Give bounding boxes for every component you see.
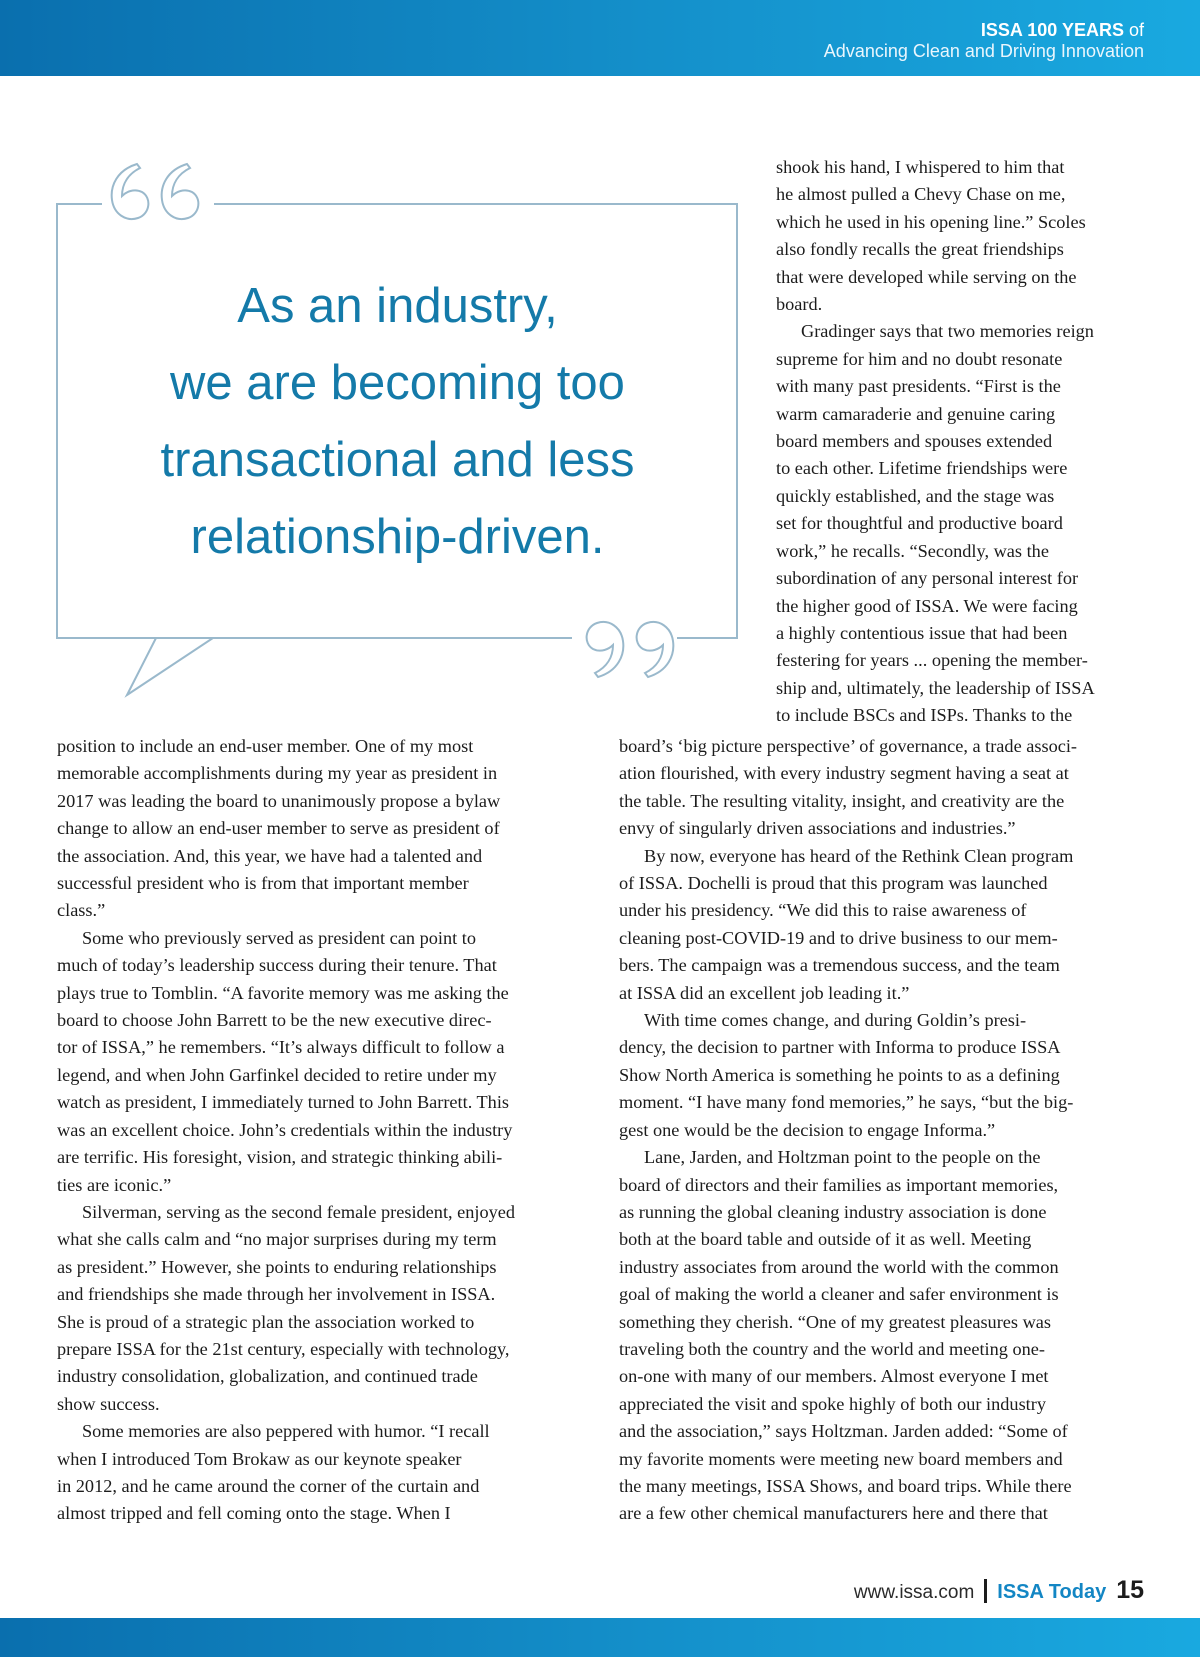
pull-quote-line: As an industry, (237, 279, 558, 333)
text-line: also fondly recalls the great friendships (776, 239, 1064, 260)
text-line: the table. The resulting vitality, insight, and creativity are the (619, 790, 1065, 811)
pull-quote-line: we are becoming too (170, 356, 625, 410)
text-line: that were developed while serving on the (776, 266, 1077, 287)
text-line: to each other. Lifetime friendships were (776, 458, 1068, 479)
text-line: ties are iconic.” (57, 1174, 172, 1195)
text-line: he almost pulled a Chevy Chase on me, (776, 184, 1066, 205)
footer-magazine-name: ISSA Today (997, 1581, 1107, 1603)
text-line: Silverman, serving as the second female president, enjoyed (82, 1201, 516, 1222)
text-line: are terrific. His foresight, vision, and strategic thinking abili- (57, 1147, 503, 1168)
footer-divider (984, 1579, 987, 1603)
text-line: Gradinger says that two memories reign (801, 321, 1094, 342)
pull-quote-line: transactional and less (160, 433, 635, 487)
text-line: dency, the decision to partner with Informa to produce ISSA (619, 1037, 1061, 1058)
text-line: Show North America is something he points to as a defining (619, 1064, 1060, 1085)
text-line: successful president who is from that important member (57, 873, 469, 894)
text-line: board’s ‘big picture perspective’ of governance, a trade associ- (619, 736, 1078, 756)
text-line: industry consolidation, globalization, and continued trade (57, 1366, 478, 1387)
text-line: memorable accomplishments during my year as president in (57, 763, 498, 784)
text-line: ship and, ultimately, the leadership of ISSA (776, 677, 1095, 698)
open-quote-icon (112, 164, 199, 219)
footer (854, 1576, 1144, 1605)
text-line: festering for years ... opening the member- (776, 650, 1088, 671)
text-line: of ISSA. Dochelli is proud that this program was launched (619, 873, 1048, 894)
text-line: gest one would be the decision to engage Informa.” (619, 1119, 996, 1140)
text-line: 2017 was leading the board to unanimously propose a bylaw (57, 790, 501, 811)
text-line: set for thoughtful and productive board (776, 513, 1063, 534)
text-line: supreme for him and no doubt resonate (776, 348, 1063, 369)
text-line: on-one with many of our members. Almost everyone I met (619, 1366, 1049, 1387)
text-line: legend, and when John Garfinkel decided to retire under my (57, 1064, 497, 1085)
text-line: the many meetings, ISSA Shows, and board trips. While there (619, 1475, 1072, 1496)
footer-band (0, 1618, 1200, 1657)
text-line: subordination of any personal interest for (776, 568, 1079, 589)
right-column-text (619, 733, 1148, 1528)
close-quote-icon (587, 622, 674, 677)
text-line: when I introduced Tom Brokaw as our keynote speaker (57, 1448, 462, 1469)
text-line: prepare ISSA for the 21st century, especially with technology, (57, 1338, 510, 1359)
text-line: are a few other chemical manufacturers here and there that (619, 1503, 1048, 1524)
pull-quote-text (80, 268, 715, 576)
footer-url[interactable]: www.issa.com (853, 1582, 975, 1603)
text-line: work,” he recalls. “Secondly, was the (776, 540, 1049, 561)
text-line: bers. The campaign was a tremendous success, and the team (619, 955, 1060, 976)
text-line: board members and spouses extended (776, 431, 1053, 452)
page-number: 15 (1116, 1576, 1144, 1604)
text-line: goal of making the world a cleaner and safer environment is (619, 1284, 1059, 1305)
text-line: warm camaraderie and genuine caring (776, 403, 1056, 424)
text-line: under his presidency. “We did this to raise awareness of (619, 900, 1027, 921)
text-line: the higher good of ISSA. We were facing (776, 595, 1078, 616)
text-line: tor of ISSA,” he remembers. “It’s always difficult to follow a (57, 1037, 505, 1058)
text-line: board. (776, 294, 823, 315)
right-column-top-text (776, 154, 1148, 730)
text-line: show success. (57, 1393, 160, 1414)
pull-quote-line: relationship-driven. (190, 510, 605, 564)
text-line: She is proud of a strategic plan the association worked to (57, 1311, 475, 1332)
header-title-bold: ISSA 100 YEARS (980, 20, 1124, 40)
text-line: With time comes change, and during Goldin’s presi- (644, 1010, 1027, 1031)
text-line: as president.” However, she points to enduring relationships (57, 1256, 497, 1277)
text-line: cleaning post-COVID-19 and to drive business to our mem- (619, 927, 1058, 948)
text-line: my favorite moments were meeting new board members and (619, 1448, 1063, 1469)
text-line: shook his hand, I whispered to him that (776, 157, 1065, 177)
text-line: with many past presidents. “First is the (776, 376, 1061, 397)
text-line: almost tripped and fell coming onto the stage. When I (57, 1503, 451, 1524)
text-line: Some memories are also peppered with humor. “I recall (82, 1421, 490, 1442)
text-line: as running the global cleaning industry association is done (619, 1201, 1047, 1222)
text-line: watch as president, I immediately turned to John Barrett. This (57, 1092, 510, 1113)
text-line: plays true to Tomblin. “A favorite memory was me asking the (57, 982, 509, 1003)
text-line: something they cherish. “One of my greatest pleasures was (619, 1311, 1052, 1332)
text-line: which he used in his opening line.” Scoles (776, 211, 1086, 232)
text-line: ation flourished, with every industry segment having a seat at (619, 763, 1069, 784)
text-line: and friendships she made through her involvement in ISSA. (57, 1284, 496, 1305)
text-line: board of directors and their families as important memories, (619, 1174, 1059, 1195)
text-line: class.” (57, 900, 106, 921)
left-column-text (57, 733, 577, 1528)
header-title-rest: of (1123, 20, 1144, 40)
text-line: what she calls calm and “no major surprises during my term (57, 1229, 497, 1250)
text-line: in 2012, and he came around the corner of the curtain and (57, 1475, 480, 1496)
text-line: quickly established, and the stage was (776, 485, 1055, 506)
text-line: traveling both the country and the world and meeting one- (619, 1338, 1045, 1359)
text-line: change to allow an end-user member to serve as president of (57, 818, 500, 839)
text-line: Lane, Jarden, and Holtzman point to the people on the (644, 1147, 1041, 1168)
text-line: both at the board table and outside of it as well. Meeting (619, 1229, 1032, 1250)
text-line: the association. And, this year, we have had a talented and (57, 845, 483, 866)
text-line: appreciated the visit and spoke highly of both our industry (619, 1393, 1046, 1414)
header-subtitle: Advancing Clean and Driving Innovation (823, 41, 1144, 61)
text-line: was an excellent choice. John’s credentials within the industry (57, 1119, 513, 1140)
text-line: Some who previously served as president can point to (82, 927, 476, 948)
text-line: and the association,” says Holtzman. Jarden added: “Some of (619, 1421, 1068, 1442)
text-line: to include BSCs and ISPs. Thanks to the (776, 705, 1073, 726)
text-line: board to choose John Barrett to be the new executive direc- (57, 1010, 492, 1031)
text-line: a highly contentious issue that had been (776, 622, 1068, 643)
text-line: envy of singularly driven associations and industries.” (619, 818, 1016, 839)
text-line: By now, everyone has heard of the Rethink Clean program (644, 845, 1074, 866)
text-line: much of today’s leadership success during their tenure. That (57, 955, 497, 976)
text-line: position to include an end-user member. One of my most (57, 736, 474, 756)
text-line: at ISSA did an excellent job leading it.” (619, 982, 910, 1003)
text-line: moment. “I have many fond memories,” he says, “but the big- (619, 1092, 1074, 1113)
text-line: industry associates from around the world with the common (619, 1256, 1059, 1277)
